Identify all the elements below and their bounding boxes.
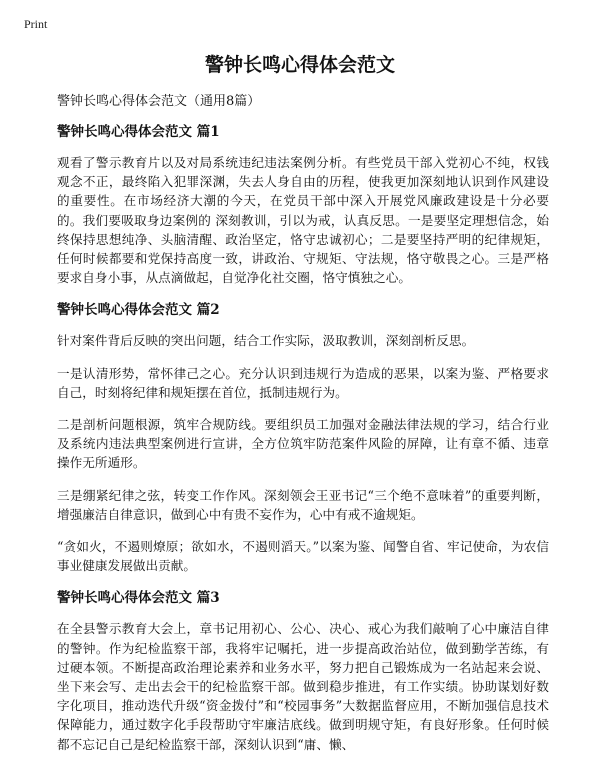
section-heading: 警钟长鸣心得体会范文 篇2 — [57, 302, 220, 319]
section-1 — [57, 122, 549, 287]
paragraph: 在全县警示教育大会上，章书记用初心、公心、决心、戒心为我们敲响了心中廉洁自律的警钟。作为纪检监察干部，我将牢记嘱托，进一步提高政治站位，做到勤学苦练，有过硬本领。不断提高政治理论素养和业务水平，努力把自己锻炼成为一名站起来会说、坐下来会写、走出去会干的纪检监察干部。做到稳步推进，有工作实绩。协助谋划好数字化项目，推动迭代升级“资金拨付”和“校园事务”大数据监督应用，不断加强信息技术保障能力，通过数字化手段帮助守牢廉洁底线。做到明规守矩，有良好形象。任何时候都不忘记自己是纪检监察干部，深刻认识到“庸、懒、 — [57, 621, 549, 752]
section-heading: 警钟长鸣心得体会范文 篇3 — [57, 590, 220, 607]
paragraph: 二是剖析问题根源，筑牢合规防线。要组织员工加强对金融法律法规的学习，结合行业及系统内违法典型案例进行宣讲，全方位筑牢防范案件风险的屏障，让有章不循、违章操作无所遁形。 — [57, 417, 549, 471]
paragraph: “贪如火，不遏则燎原；欲如水，不遏则滔天。”以案为鉴、闻警自省、牢记使命，为农信事业健康发展做出贡献。 — [57, 539, 549, 574]
paragraph: 一是认清形势，常怀律己之心。充分认识到违规行为造成的恶果，以案为鉴、严格要求自己，时刻将纪律和规矩摆在首位，抵制违规行为。 — [57, 365, 549, 400]
document-subtitle: 警钟长鸣心得体会范文（通用8篇） — [57, 94, 261, 109]
section-3 — [57, 588, 549, 753]
section-2 — [57, 300, 549, 575]
paragraph: 观看了警示教育片以及对局系统违纪违法案例分析。有些党员干部入党初心不纯，权钱观念不正，最终陷入犯罪深渊，失去人身自由的历程，使我更加深刻地认识到作风建设的重要性。在市场经济大潮的今天，在党员干部中深入开展党风廉政建设是十分必要的。我们要吸取身边案例的 深刻教训，引以为戒，认真反思。一是要坚定理想信念，始终保持思想纯净、头脑清醒、政治坚定，恪守忠诚初心；二是要坚持严明的纪律规矩，任何时候都要和党保持高度一致，讲政治、守规矩、守法规，恪守敬畏之心。三是严格要求自身小事，从点滴做起，自觉净化社交圈，恪守慎独之心。 — [57, 155, 549, 286]
document-title: 警钟长鸣心得体会范文 — [204, 54, 395, 76]
print-link[interactable]: Print — [24, 17, 48, 31]
paragraph: 针对案件背后反映的突出问题，结合工作实际，汲取教训，深刻剖析反思。 — [57, 333, 475, 349]
section-heading: 警钟长鸣心得体会范文 篇1 — [57, 124, 220, 140]
paragraph: 三是绷紧纪律之弦，转变工作作风。深刻领会王亚书记“三个绝不意味着”的重要判断，增强廉洁自律意识，做到心中有贵不妄作为，心中有戒不逾规矩。 — [57, 487, 549, 522]
document-body — [57, 92, 549, 767]
